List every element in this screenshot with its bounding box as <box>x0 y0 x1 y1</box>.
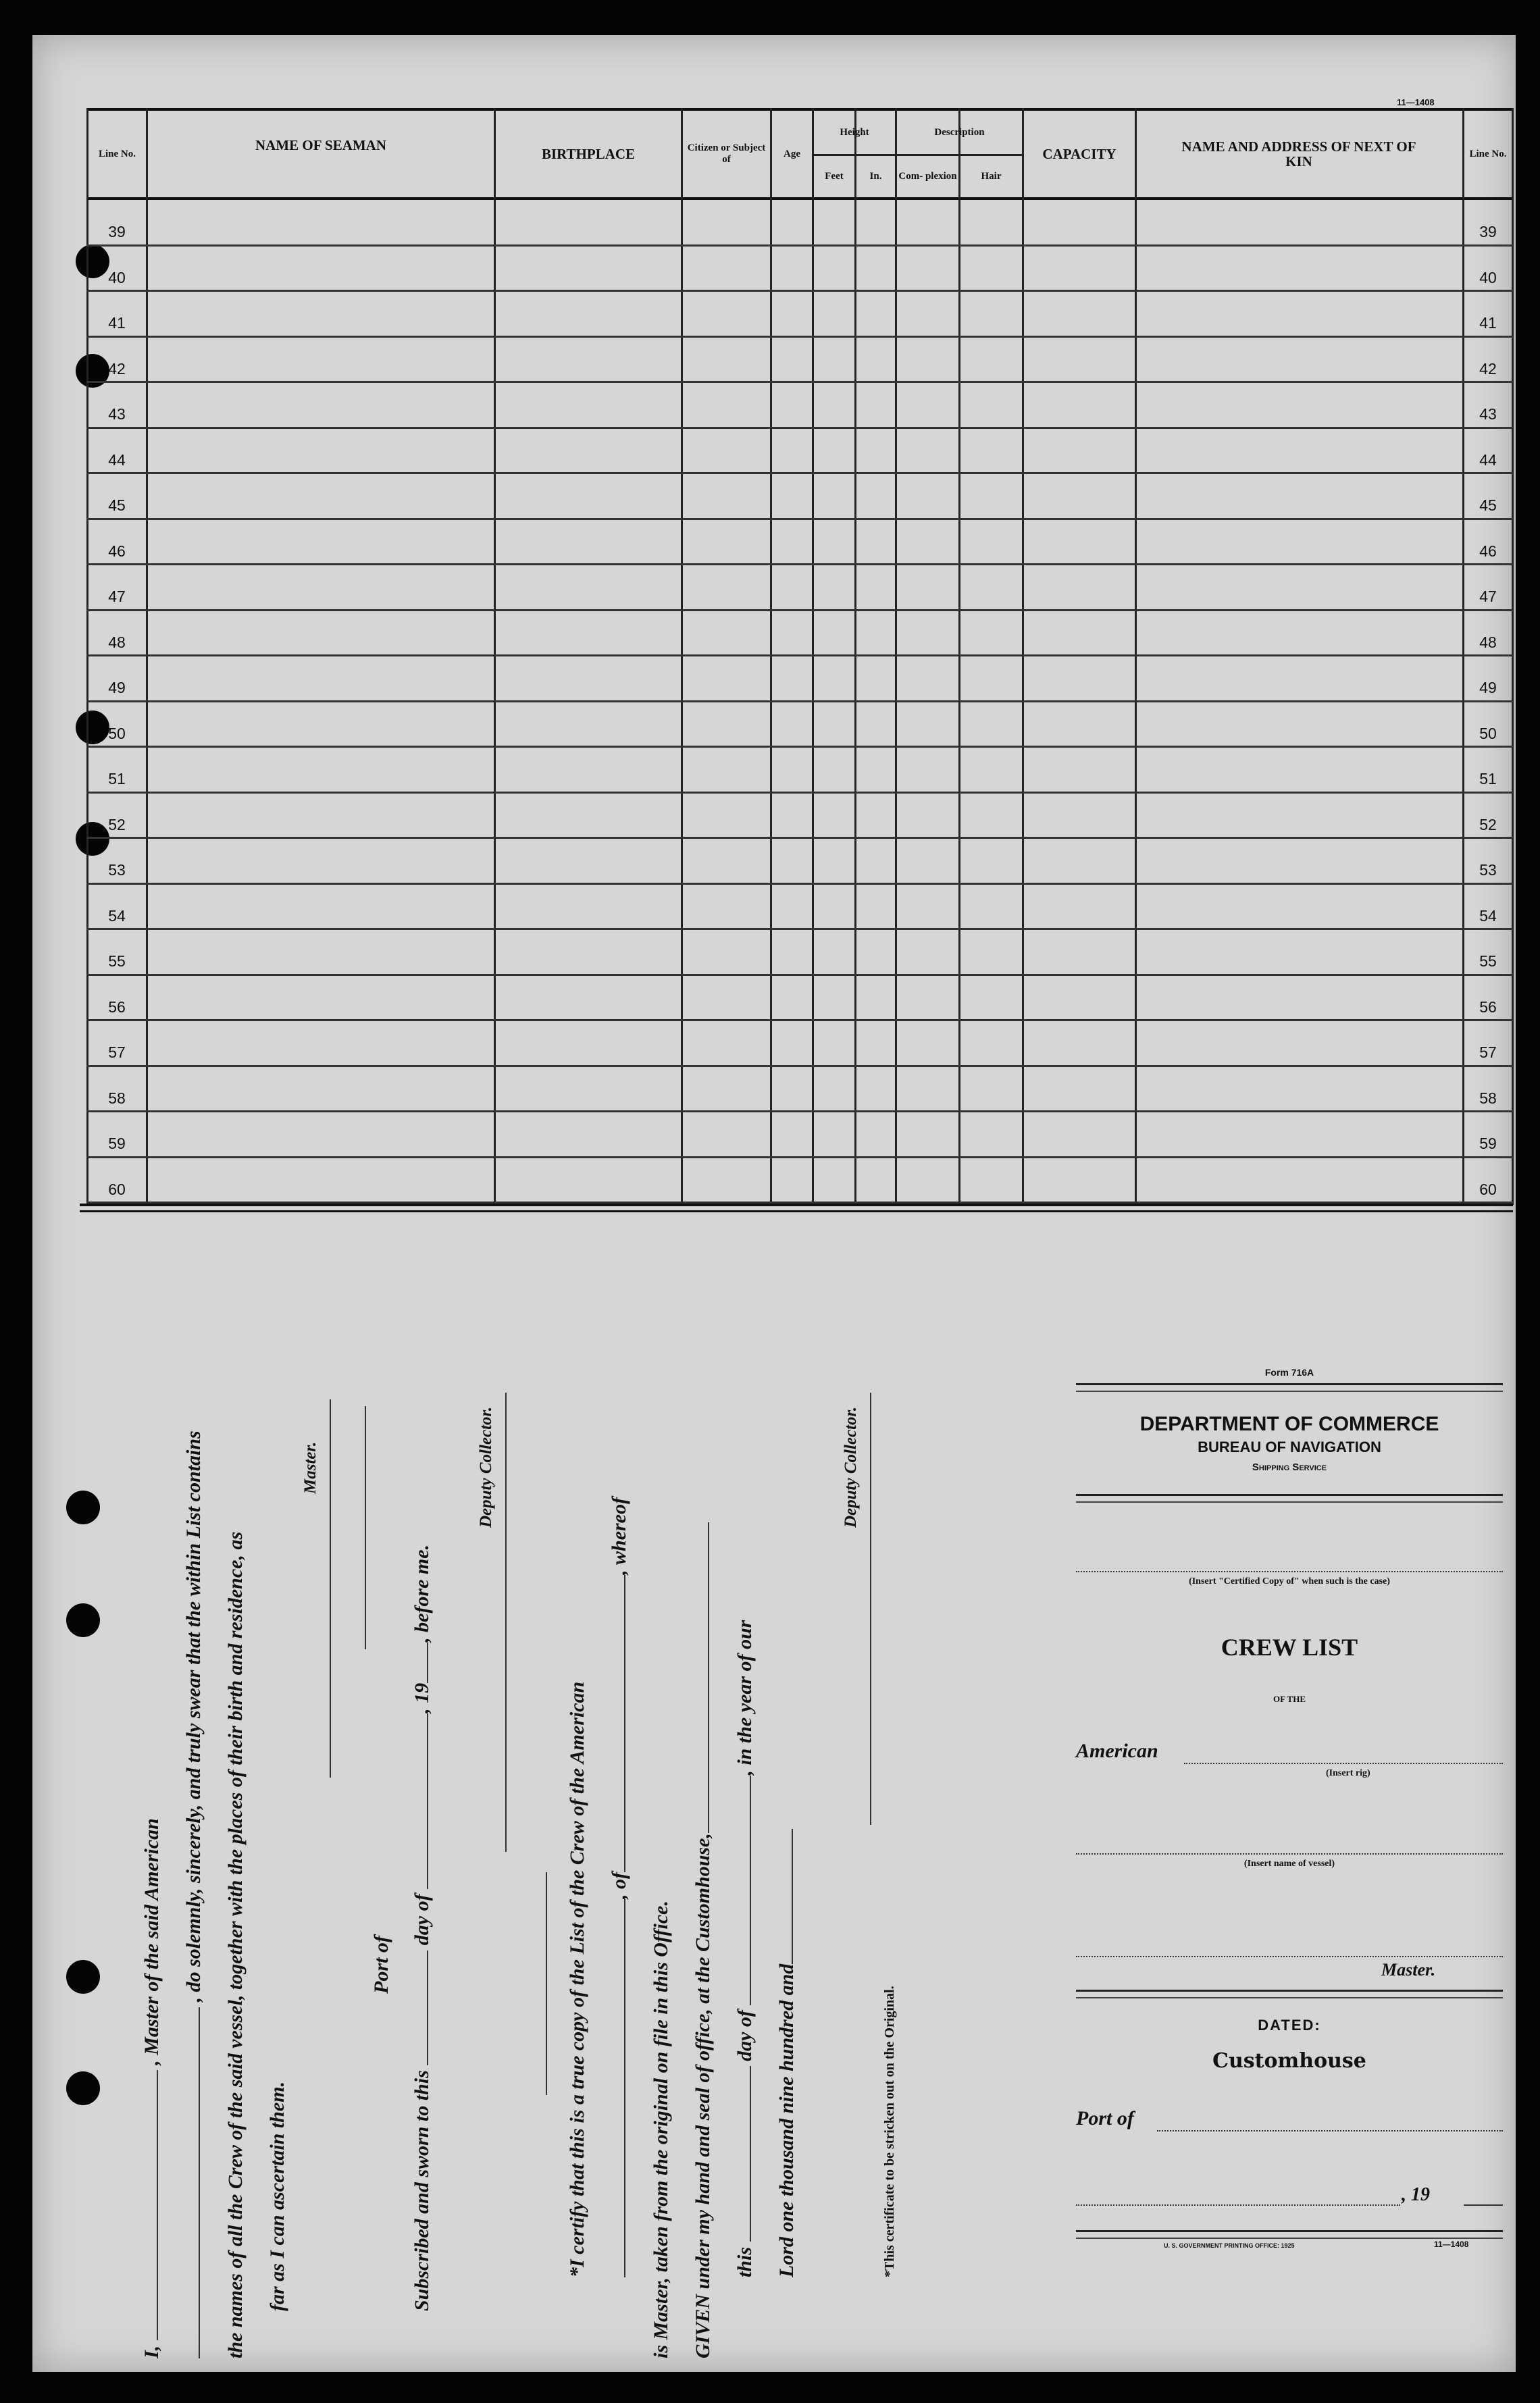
col-rule <box>1022 108 1024 1205</box>
oath-ascertain: far as I can ascertain them. <box>266 2081 288 2311</box>
header-birthplace: BIRTHPLACE <box>541 146 636 162</box>
col-rule <box>958 108 960 1205</box>
line-number-right: 59 <box>1479 1135 1497 1152</box>
header-age: Age <box>784 148 800 159</box>
line-number-left: 54 <box>108 906 126 925</box>
line-number-left: 51 <box>108 770 126 787</box>
line-number-left: 48 <box>108 633 126 651</box>
insert-certified: (Insert "Certified Copy of" when such is the case) <box>1189 1576 1390 1586</box>
line-number-right: 44 <box>1479 450 1497 469</box>
line-number-right: 43 <box>1479 405 1497 423</box>
line-number-right: 51 <box>1479 770 1497 787</box>
form-code-bottom: 11—1408 <box>1434 2240 1469 2249</box>
line-number-right: 54 <box>1479 906 1497 925</box>
punch-hole <box>66 1491 100 1524</box>
row-rule <box>86 1019 1513 1021</box>
punch-hole <box>66 1603 100 1637</box>
header-next-of-kin: NAME AND ADDRESS OF NEXT OF KIN <box>1181 138 1416 170</box>
line-number-left: 39 <box>108 223 126 240</box>
line-number-left: 47 <box>108 588 126 605</box>
oath-19: , 19 <box>411 1682 433 1713</box>
certify-of: , of <box>608 1872 630 1899</box>
header-feet: Feet <box>825 171 844 182</box>
header-line-no-right: Line No. <box>1469 148 1507 159</box>
line-number-right: 55 <box>1479 952 1497 970</box>
cover-port-of: Port of <box>1076 2107 1134 2129</box>
line-number-right: 58 <box>1479 1089 1497 1107</box>
row-rule <box>86 654 1513 656</box>
row-rule <box>86 381 1513 383</box>
line-number-right: 39 <box>1479 223 1497 240</box>
row-rule <box>86 472 1513 474</box>
printer-note: U. S. GOVERNMENT PRINTING OFFICE: 1925 <box>1164 2242 1295 2249</box>
punch-hole <box>66 2071 100 2105</box>
line-number-left: 58 <box>108 1089 126 1107</box>
line-number-left: 42 <box>108 359 126 378</box>
of-the: OF THE <box>1273 1694 1306 1704</box>
certify-whereof: , whereof <box>608 1497 630 1575</box>
oath-port-of: Port of <box>370 1936 392 1994</box>
row-rule <box>86 883 1513 885</box>
insert-vessel: (Insert name of vessel) <box>1243 1859 1335 1869</box>
col-rule <box>146 108 148 1205</box>
service: Shipping Service <box>1252 1462 1327 1473</box>
line-number-right: 45 <box>1479 496 1497 514</box>
row-rule <box>86 1065 1513 1067</box>
line-number-left: 49 <box>108 679 126 696</box>
line-number-right: 56 <box>1479 998 1497 1016</box>
line-number-left: 53 <box>108 861 126 879</box>
row-rule <box>86 1156 1513 1158</box>
row-rule <box>86 700 1513 702</box>
line-number-right: 42 <box>1479 359 1497 378</box>
row-rule <box>86 837 1513 839</box>
certify-copy: *I certify that this is a true copy of the List of the Crew of the American <box>566 1681 588 2277</box>
line-number-right: 49 <box>1479 679 1497 696</box>
col-rule <box>1512 108 1514 1205</box>
american-label: American <box>1076 1740 1158 1762</box>
row-rule <box>86 792 1513 794</box>
line-number-left: 41 <box>108 314 126 332</box>
row-rule <box>86 609 1513 611</box>
line-number-right: 47 <box>1479 588 1497 605</box>
crew-list-title: CREW LIST <box>1221 1634 1358 1661</box>
cover-panel <box>1076 1312 1503 2271</box>
row-rule <box>86 928 1513 930</box>
line-number-left: 52 <box>108 815 126 833</box>
line-number-right: 40 <box>1479 268 1497 286</box>
line-number-right: 60 <box>1479 1180 1497 1198</box>
header-name-of-seaman: NAME OF SEAMAN <box>255 137 387 153</box>
line-number-right: 57 <box>1479 1043 1497 1061</box>
line-number-left: 40 <box>108 268 126 286</box>
crew-table <box>59 108 1513 1210</box>
footnote: *This certificate to be stricken out on the Original. <box>882 1986 897 2277</box>
certify-master: is Master, taken from the original on file in this Office. <box>650 1901 672 2358</box>
row-rule <box>86 974 1513 976</box>
col-rule <box>1135 108 1137 1205</box>
given-hand: GIVEN under my hand and seal of office, at the Customhouse, <box>692 1833 714 2358</box>
line-number-left: 59 <box>108 1135 126 1152</box>
department: DEPARTMENT OF COMMERCE <box>1139 1413 1439 1435</box>
line-number-right: 50 <box>1479 724 1497 742</box>
row-rule <box>86 746 1513 748</box>
oath-before-me: , before me. <box>411 1544 433 1643</box>
header-description: Description <box>934 126 985 138</box>
row-rule <box>86 290 1513 292</box>
line-number-right: 53 <box>1479 861 1497 879</box>
col-rule <box>494 108 496 1205</box>
cover-year: , 19 <box>1402 2184 1430 2205</box>
bureau: BUREAU OF NAVIGATION <box>1198 1439 1381 1455</box>
line-number-right: 48 <box>1479 633 1497 651</box>
row-rule <box>86 1110 1513 1112</box>
oath-block <box>127 1386 1100 2372</box>
col-rule <box>854 108 856 1205</box>
oath-i: I, <box>140 2345 163 2358</box>
line-number-right: 46 <box>1479 542 1497 560</box>
form-number: Form 716A <box>1264 1367 1314 1378</box>
col-rule <box>86 108 88 1205</box>
row-rule <box>86 563 1513 565</box>
line-number-left: 50 <box>108 724 126 742</box>
col-rule <box>681 108 683 1205</box>
crew-list-sheet <box>32 35 1516 2372</box>
punch-hole <box>66 1960 100 1994</box>
oath-names: the names of all the Crew of the said vessel, together with the places of their birth and residence, as <box>224 1531 247 2358</box>
line-number-left: 57 <box>108 1043 126 1061</box>
col-rule <box>1462 108 1464 1205</box>
given-this: this <box>734 2246 756 2277</box>
line-number-left: 55 <box>108 952 126 970</box>
cover-master: Master. <box>1381 1960 1436 1980</box>
line-number-right: 41 <box>1479 314 1497 332</box>
deputy-collector-2: Deputy Collector. <box>842 1406 860 1528</box>
row-rule <box>86 427 1513 429</box>
customhouse-label: Customhouse <box>1212 2049 1366 2073</box>
oath-subscribed: Subscribed and sworn to this <box>411 2070 433 2311</box>
col-rule <box>895 108 897 1205</box>
header-capacity: CAPACITY <box>1042 146 1116 162</box>
line-number-left: 43 <box>108 405 126 423</box>
insert-rig: (Insert rig) <box>1326 1768 1370 1778</box>
line-number-left: 60 <box>108 1180 126 1198</box>
col-rule <box>812 108 814 1205</box>
header-line-no-left: Line No. <box>98 148 136 159</box>
row-rule <box>86 244 1513 247</box>
col-rule <box>770 108 772 1205</box>
given-year: , in the year of our <box>734 1620 756 1776</box>
header-hair: Hair <box>981 171 1002 182</box>
line-number-left: 56 <box>108 998 126 1016</box>
deputy-collector-1: Deputy Collector. <box>477 1406 495 1528</box>
line-number-right: 52 <box>1479 815 1497 833</box>
form-code-top: 11—1408 <box>1397 97 1435 107</box>
row-rule <box>86 518 1513 520</box>
given-lord: Lord one thousand nine hundred and <box>775 1963 798 2277</box>
header-inches: In. <box>869 171 882 182</box>
oath-master-label: Master. <box>301 1441 319 1494</box>
oath-swear: , do solemnly, sincerely, and truly swear that the within List contains <box>182 1430 205 2002</box>
header-height: Height <box>840 126 869 138</box>
dated-label: DATED: <box>1258 2017 1321 2034</box>
header-complexion: Com- plexion <box>898 171 957 182</box>
line-number-left: 46 <box>108 542 126 560</box>
line-number-left: 44 <box>108 450 126 469</box>
oath-master-of: , Master of the said American <box>140 1818 163 2065</box>
oath-day-of: day of <box>411 1894 433 1946</box>
line-number-left: 45 <box>108 496 126 514</box>
given-day-of: day of <box>734 2010 756 2061</box>
row-rule <box>86 336 1513 338</box>
header-citizen: Citizen or Subject of <box>687 143 766 165</box>
